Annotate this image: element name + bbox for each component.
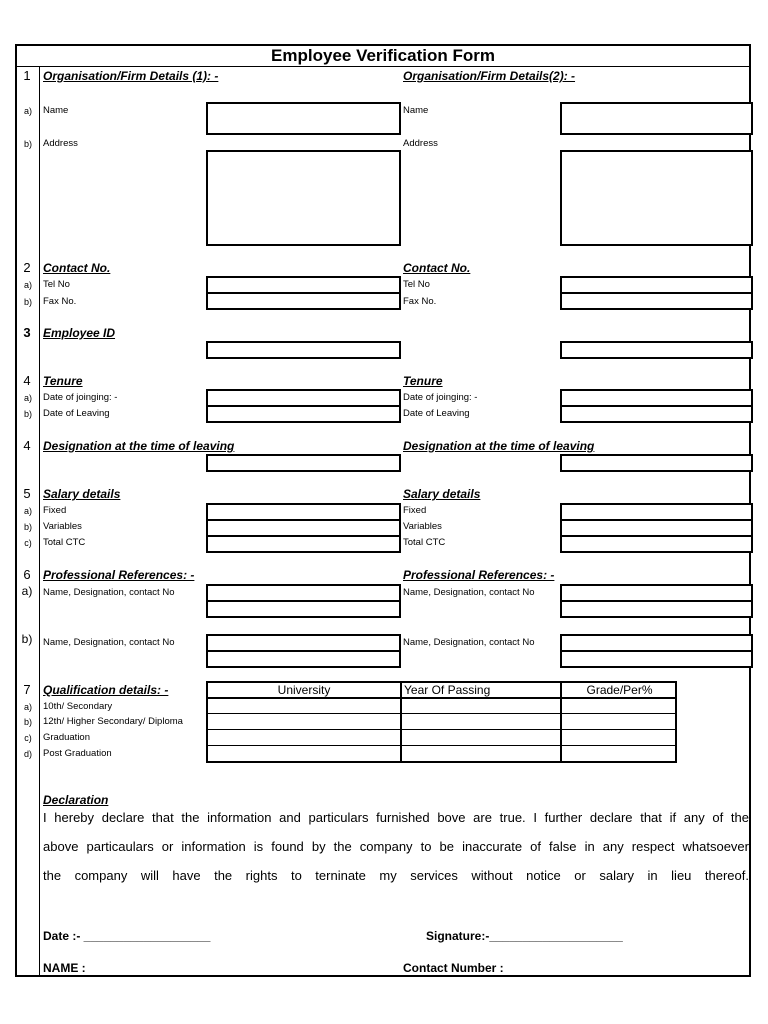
number-column-divider	[39, 66, 40, 977]
item-marker-b: b)	[23, 409, 32, 419]
total-ctc-label-1: Total CTC	[43, 537, 86, 548]
title-divider	[15, 66, 751, 67]
stray-tick-mark: `	[589, 405, 593, 416]
header-grade: Grade/Per%	[586, 683, 653, 697]
org2-address-field[interactable]	[560, 150, 753, 246]
org1-address-field[interactable]	[206, 150, 401, 246]
fax-label-1: Fax No.	[43, 296, 77, 307]
references-heading-1: Professional References: -	[43, 568, 195, 582]
org1-name-label: Name	[43, 105, 69, 116]
name-label: NAME :	[43, 961, 86, 975]
signature-text: Signature:-____________________	[426, 929, 623, 943]
designation-field-2[interactable]	[560, 454, 753, 472]
reference-a-label-2: Name, Designation, contact No	[403, 587, 535, 598]
item-marker-b: b)	[23, 717, 32, 727]
declaration-line-3: the company will have the rights to terninate my services without notice or salary in lieu thereof.	[43, 868, 749, 883]
declaration-line-1: I hereby declare that the information and particulars furnished bove are true. I further declare that if any of the	[43, 810, 749, 825]
reference-b-label-2: Name, Designation, contact No	[403, 637, 535, 648]
contact-number-label: Contact Number :	[403, 961, 504, 975]
item-marker-a: a)	[23, 280, 32, 290]
section-number-3: 3	[23, 325, 31, 340]
contact-heading-1: Contact No.	[43, 261, 111, 275]
reference-a-field-1b[interactable]	[206, 600, 401, 618]
org1-name-field[interactable]	[206, 102, 401, 135]
qualification-row-label: Graduation	[43, 732, 91, 743]
reference-a-label-1: Name, Designation, contact No	[43, 587, 175, 598]
salary-heading-1: Salary details	[43, 487, 121, 501]
date-field-label[interactable]	[43, 929, 210, 943]
item-marker-a: a)	[23, 106, 32, 116]
item-marker-b: b)	[23, 139, 32, 149]
qualification-row-label: 10th/ Secondary	[43, 701, 113, 712]
fixed-label-1: Fixed	[43, 505, 67, 516]
fax-field-2[interactable]	[560, 292, 753, 310]
contact-heading-2: Contact No.	[403, 261, 471, 275]
tenure-heading-2: Tenure	[403, 374, 443, 388]
references-heading-2: Professional References: -	[403, 568, 555, 582]
item-marker-b: b)	[23, 297, 32, 307]
tel-label-2: Tel No	[403, 279, 430, 290]
header-university: University	[277, 683, 331, 697]
qualification-col-divider-1	[400, 681, 402, 763]
section-number-6: 6	[23, 567, 31, 582]
leave-label-2: Date of Leaving	[403, 408, 470, 419]
form-title: Employee Verification Form	[271, 46, 495, 65]
org2-address-label: Address	[403, 138, 438, 149]
employee-id-field-2[interactable]	[560, 341, 753, 359]
org-details-1-heading: Organisation/Firm Details (1): -	[43, 69, 219, 83]
leave-label-1: Date of Leaving	[43, 408, 110, 419]
total-ctc-label-2: Total CTC	[403, 537, 446, 548]
declaration-heading: Declaration	[43, 793, 109, 807]
section-number-5: 5	[23, 486, 31, 501]
qualification-header-divider	[206, 697, 677, 699]
variables-label-2: Variables	[403, 521, 442, 532]
qualification-heading: Qualification details: -	[43, 683, 169, 697]
employee-id-field-1[interactable]	[206, 341, 401, 359]
declaration-line-2: above particaulars or information is found by the company to be inaccurate of false in any respect whatsoever	[43, 839, 749, 854]
total-ctc-field-1[interactable]	[206, 535, 401, 553]
fax-field-1[interactable]	[206, 292, 401, 310]
org2-name-label: Name	[403, 105, 429, 116]
leave-date-field-1[interactable]	[206, 405, 401, 423]
section-number-7: 7	[23, 682, 31, 697]
fax-label-2: Fax No.	[403, 296, 437, 307]
qualification-row-divider	[206, 713, 677, 714]
total-ctc-field-2[interactable]	[560, 535, 753, 553]
item-marker-c: c)	[24, 538, 32, 548]
org2-name-field[interactable]	[560, 102, 753, 135]
section-number-4b: 4	[23, 438, 31, 453]
item-marker-a: a)	[23, 506, 32, 516]
date-text: Date :- ___________________	[43, 929, 211, 943]
variables-label-1: Variables	[43, 521, 82, 532]
tenure-heading-1: Tenure	[43, 374, 83, 388]
designation-heading-2: Designation at the time of leaving	[403, 439, 595, 453]
item-marker-b: b)	[23, 522, 32, 532]
org-details-2-heading: Organisation/Firm Details(2): -	[403, 69, 576, 83]
item-marker-d: d)	[23, 749, 32, 759]
item-marker-a: a)	[23, 393, 32, 403]
qualification-row-label: 12th/ Higher Secondary/ Diploma	[43, 716, 183, 727]
designation-heading-1: Designation at the time of leaving	[43, 439, 235, 453]
reference-b-label-1: Name, Designation, contact No	[43, 637, 175, 648]
reference-b-field-2b[interactable]	[560, 650, 753, 668]
item-marker-c: c)	[24, 733, 32, 743]
signature-field-label[interactable]	[426, 929, 623, 943]
qualification-row-divider	[206, 745, 677, 746]
employee-id-heading: Employee ID	[43, 326, 116, 340]
org1-address-label: Address	[43, 138, 78, 149]
item-marker-a: a)	[23, 702, 32, 712]
section-number-1: 1	[23, 68, 31, 83]
header-year-of-passing: Year Of Passing	[404, 683, 491, 697]
item-marker-b: b)	[21, 632, 33, 646]
fixed-label-2: Fixed	[403, 505, 427, 516]
section-number-4: 4	[23, 373, 31, 388]
qualification-row-label: Post Graduation	[43, 748, 112, 759]
reference-a-field-2b[interactable]	[560, 600, 753, 618]
item-marker-a: a)	[21, 584, 33, 598]
join-label-2: Date of joinging: -	[403, 392, 478, 403]
salary-heading-2: Salary details	[403, 487, 481, 501]
qualification-row-divider	[206, 729, 677, 730]
reference-b-field-1b[interactable]	[206, 650, 401, 668]
join-label-1: Date of joinging: -	[43, 392, 118, 403]
section-number-2: 2	[23, 260, 31, 275]
designation-field-1[interactable]	[206, 454, 401, 472]
tel-label-1: Tel No	[43, 279, 70, 290]
